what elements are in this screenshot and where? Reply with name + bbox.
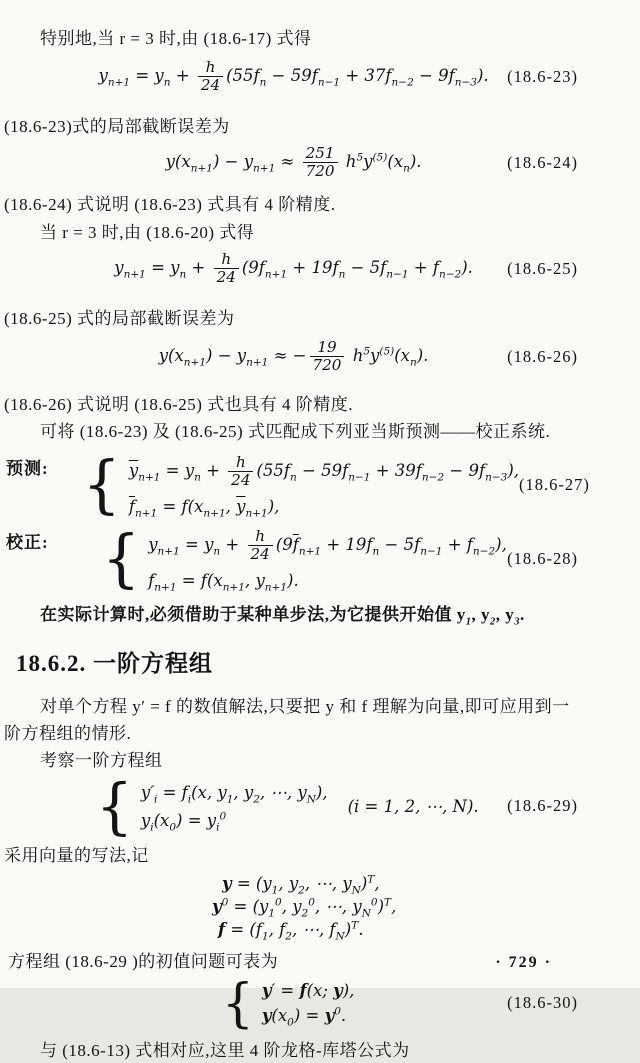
- formula-18-6-29-line1: $y'_i = f_i(x$, $y_1$, $y_2$, ⋯, $y_N$),: [140, 782, 328, 805]
- system-18-6-30: [0, 972, 640, 1034]
- equation-18-6-26: [0, 339, 640, 374]
- equation-18-6-24: [0, 145, 640, 180]
- equation-number-18-6-24: (18.6-24): [507, 152, 578, 172]
- para-consider: 考察一阶方程组: [40, 751, 163, 770]
- para-practical: 在实际计算时,必须借助于某种单步法,为它提供开始值 $y_1$, $y_2$, $y_3$.: [40, 605, 525, 628]
- formula-18-6-28-line1: $y_{n+1} = y_n$ + $\frac{h}{24}$ $(9\overline{f}_{n+1} + 19f_n - 5f_{n-1} + f_{n-2})$,: [148, 527, 507, 563]
- formula-18-6-25: $y_{n+1} = y_n$ + $\frac{h}{24}$ $(9f_{n+1} + 19f_n - 5f_{n-1} + f_{n-2})$.: [114, 250, 473, 286]
- predictor-system: [0, 448, 640, 522]
- formula-18-6-26: $y(x_{n+1}) - y_{n+1}$ ≈ − $\frac{19}{720}$ $h^5y^{(5)}(x_n)$.: [158, 338, 429, 374]
- equation-number-18-6-30: (18.6-30): [507, 993, 578, 1012]
- para-explain-24: (18.6-24) 式说明 (18.6-23) 式具有 4 阶精度.: [4, 195, 336, 214]
- system-18-6-29: [0, 770, 640, 842]
- section-heading: 18.6.2. 一阶方程组: [16, 651, 213, 676]
- vector-definitions: [0, 872, 640, 941]
- corrector-label: 校正:: [6, 533, 49, 552]
- equation-number-18-6-25: (18.6-25): [507, 258, 578, 278]
- para-when-r3: 当 r = 3 时,由 (18.6-20) 式得: [40, 223, 255, 242]
- formula-18-6-24: $y(x_{n+1}) - y_{n+1}$ ≈ $\frac{251}{720}$ $h^5y^{(5)}(x_n)$.: [165, 144, 422, 180]
- vector-f: $f = (f_1$, $f_2$, ⋯, $f_N)^T$.: [218, 919, 364, 943]
- left-brace: {: [222, 972, 254, 1034]
- left-brace: {: [96, 770, 133, 842]
- formula-18-6-27-line1: $\overline{y}_{n+1} = y_n$ + $\frac{h}{24}$ $(55f_n - 59f_{n-1} + 39f_{n-2} - 9f_{n-3})$,: [128, 453, 519, 489]
- equation-number-18-6-23: (18.6-23): [507, 66, 578, 86]
- formula-18-6-23: $y_{n+1} = y_n$ + $\frac{h}{24}$ $(55f_n - 59f_{n-1} + 37f_{n-2} - 9f_{n-3})$.: [98, 58, 489, 94]
- formula-18-6-30-line1: y′ = f(x; y),: [261, 981, 355, 1000]
- vector-y0: $y^0 = (y_1^0$, $y_2^0$, ⋯, $y_N^0)^T$,: [212, 896, 397, 920]
- para-final: 与 (18.6-13) 式相对应,这里 4 阶龙格-库塔公式为: [40, 1041, 410, 1060]
- para-intro: 特别地,当 r = 3 时,由 (18.6-17) 式得: [40, 29, 312, 48]
- para-single-eq-1: 对单个方程 y′ = f 的数值解法,只要把 y 和 f 理解为向量,即可应用到一: [40, 697, 570, 716]
- para-single-eq-2: 阶方程组的情形.: [4, 724, 132, 743]
- formula-18-6-30-line2: $y(x_0) = y^0$.: [261, 1005, 347, 1029]
- equation-number-18-6-28: (18.6-28): [507, 549, 578, 568]
- predictor-label: 预测:: [6, 459, 49, 478]
- equation-18-6-23: [0, 59, 640, 94]
- para-match: 可将 (18.6-23) 及 (18.6-25) 式匹配成下列亚当斯预测——校正系统.: [40, 422, 551, 441]
- page-number: · 729 ·: [495, 954, 552, 971]
- para-vector-note: 采用向量的写法,记: [4, 846, 149, 865]
- vector-y: $y = (y_1$, $y_2$, ⋯, $y_N)^T$,: [222, 873, 380, 897]
- formula-18-6-29-condition: (i = 1, 2, ⋯, N).: [347, 796, 479, 816]
- formula-18-6-28-line2: $f_{n+1} = f(x_{n+1}$, $y_{n+1}$).: [148, 571, 299, 594]
- corrector-system: [0, 522, 640, 596]
- equation-18-6-25: [0, 251, 640, 286]
- formula-18-6-29-line2: $y_i(x_0) = y_i^0$: [140, 810, 227, 833]
- equation-number-18-6-26: (18.6-26): [507, 346, 578, 366]
- para-after-23: (18.6-23)式的局部截断误差为: [4, 117, 230, 136]
- para-after-25: (18.6-25) 式的局部截断误差为: [4, 309, 235, 328]
- para-ivp: 方程组 (18.6-29 )的初值问题可表为: [8, 952, 279, 971]
- left-brace: {: [102, 522, 141, 596]
- left-brace: {: [82, 448, 121, 522]
- para-explain-26: (18.6-26) 式说明 (18.6-25) 式也具有 4 阶精度.: [4, 395, 353, 414]
- formula-18-6-27-line2: $\overline{f}_{n+1} = f(x_{n+1}$, $\overline{y}_{n+1}$),: [128, 497, 280, 520]
- equation-number-18-6-29: (18.6-29): [507, 796, 578, 815]
- equation-number-18-6-27: (18.6-27): [519, 475, 590, 494]
